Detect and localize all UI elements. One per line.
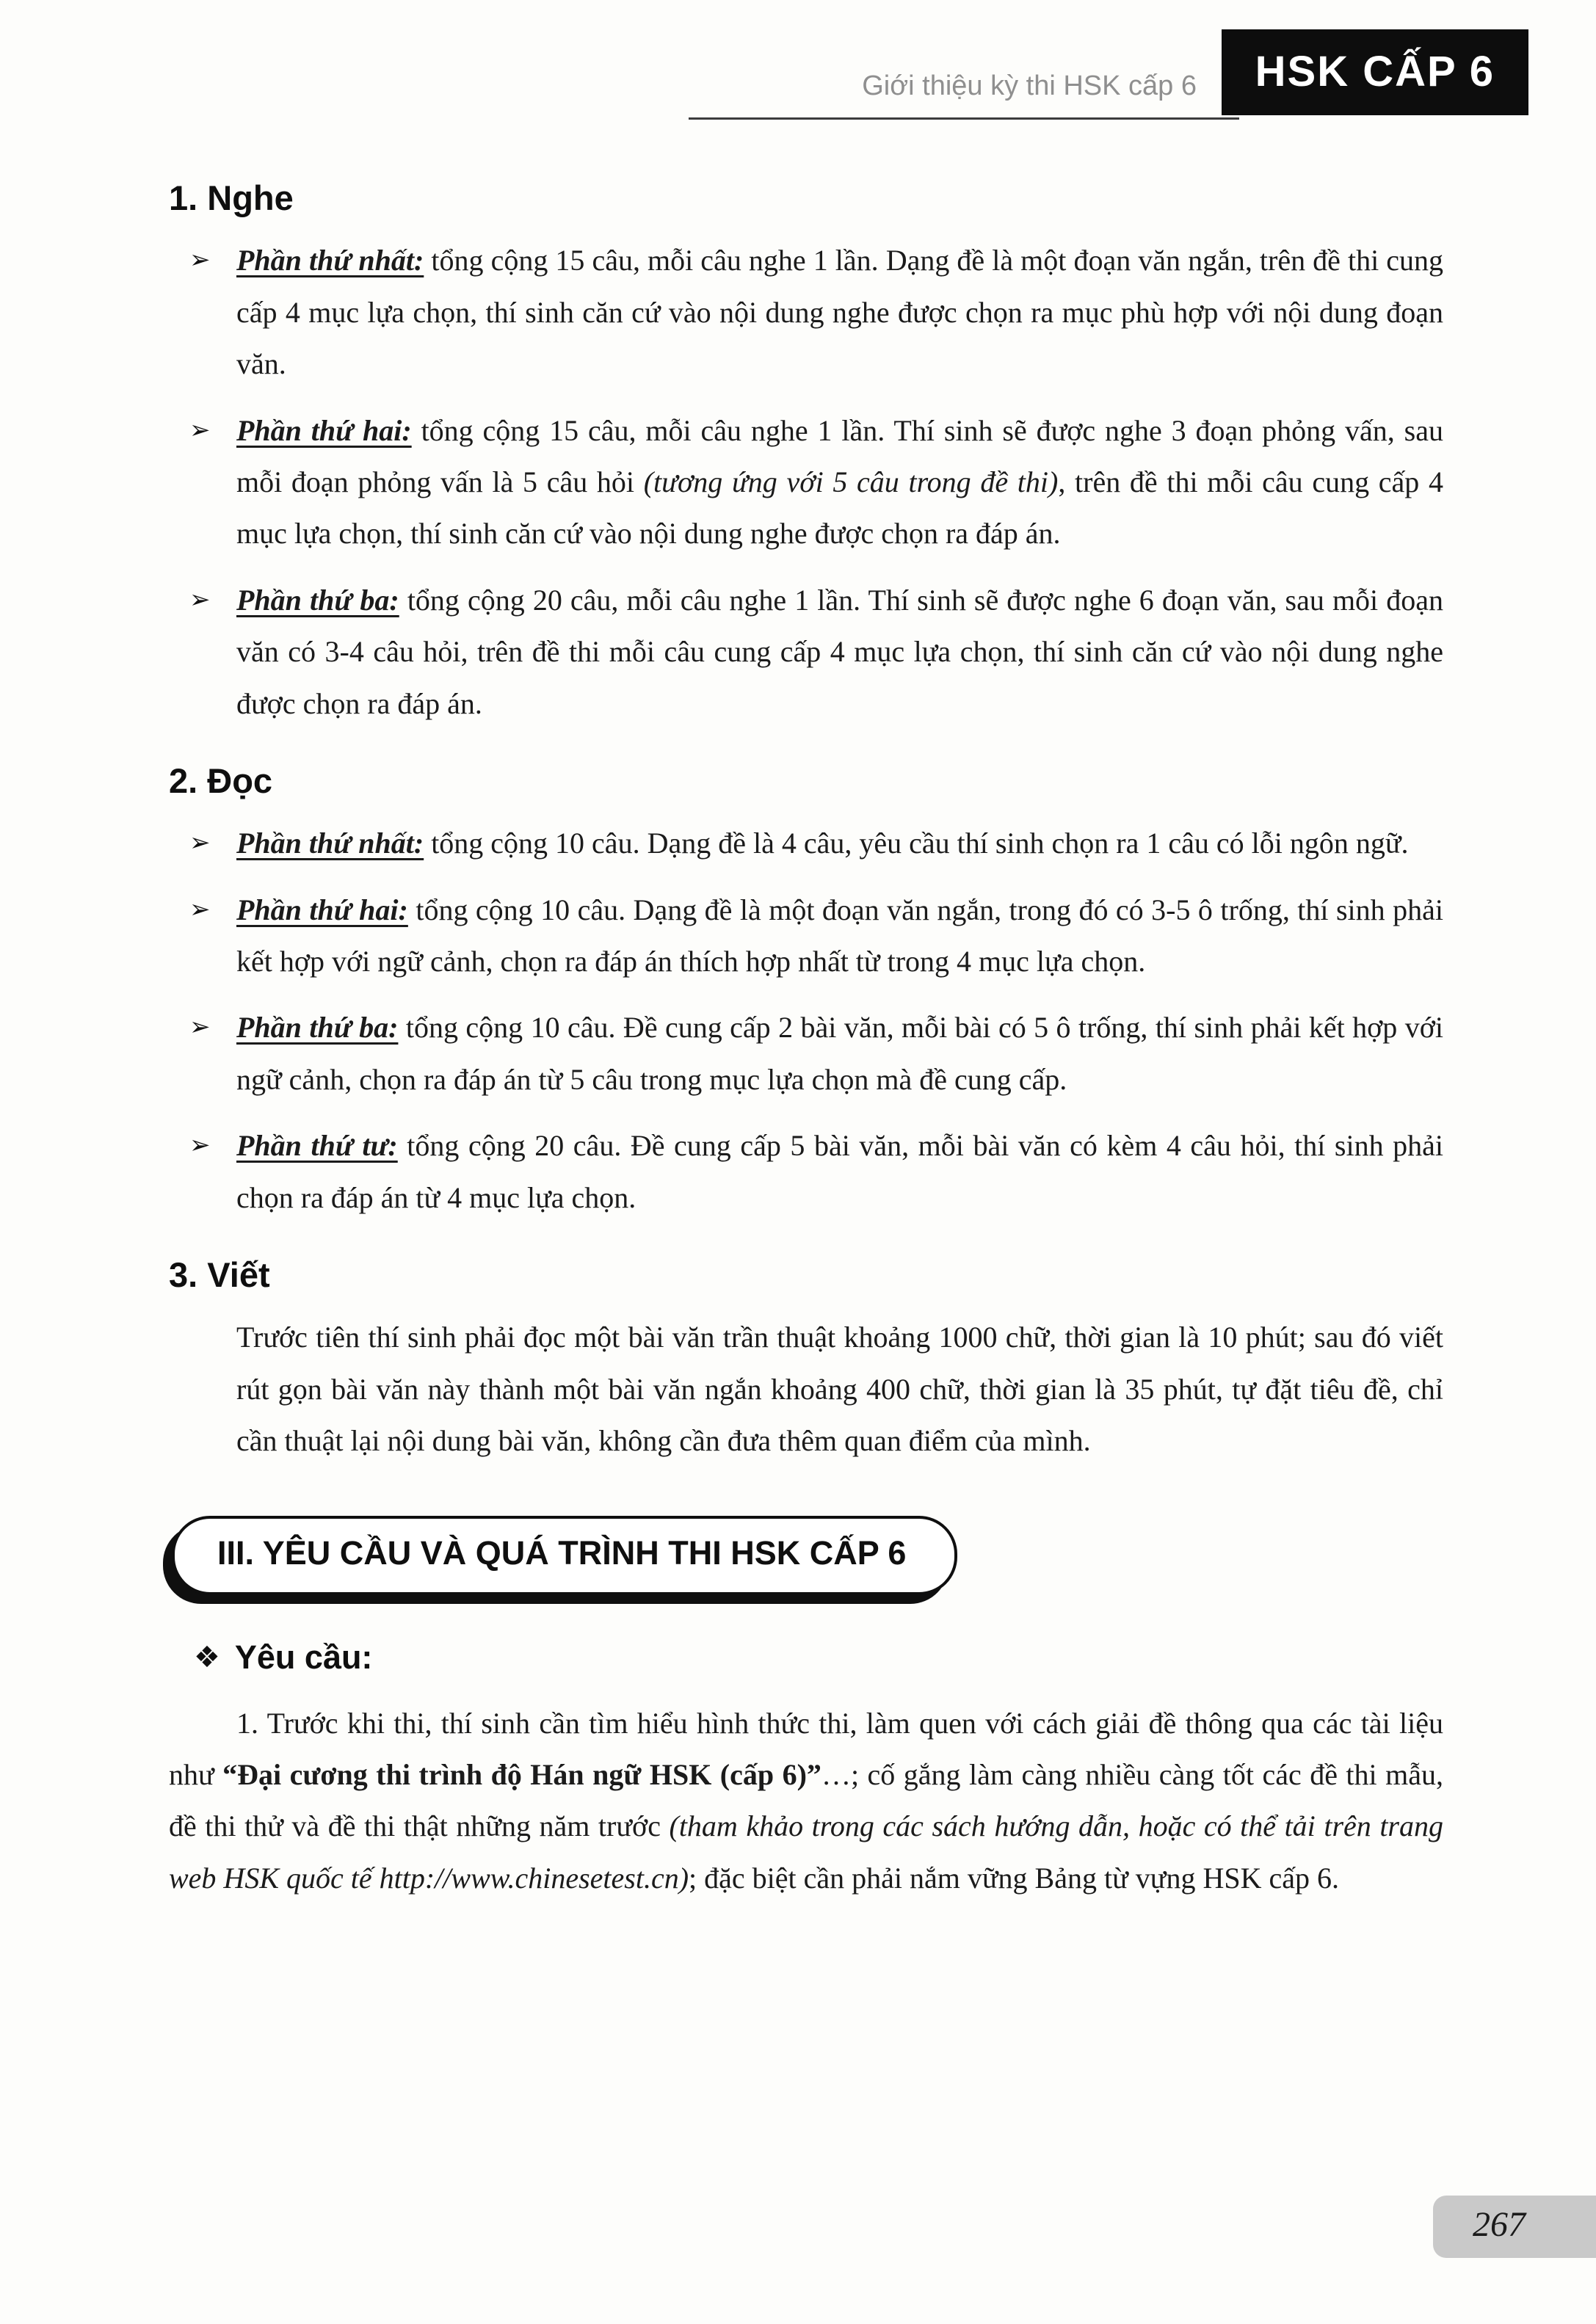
part-label: Phần thứ nhất: [236, 827, 424, 860]
part-label: Phần thứ tư: [236, 1129, 398, 1163]
part-text-post: , trên đề thi mỗi câu cung cấp 4 mục lựa chọn, thí sinh căn cứ vào nội dung nghe được chọn ra đáp án. [236, 465, 1443, 551]
page-header [0, 0, 1596, 157]
requirements-heading-label: Yêu cầu: [234, 1638, 373, 1676]
req-text-bold: “Đại cương thi trình độ Hán ngữ HSK (cấp 6)” [222, 1757, 821, 1791]
list-item [169, 1002, 1443, 1105]
diamond-bullet-icon: ❖ [194, 1640, 220, 1674]
part-label: Phần thứ hai: [236, 893, 408, 926]
listening-list [169, 235, 1443, 730]
part-text: tổng cộng 20 câu. Đề cung cấp 5 bài văn, mỗi bài văn có kèm 4 câu hỏi, thí sinh phải chọn ra đáp án từ 4 mục lựa chọn. [236, 1129, 1443, 1214]
arrow-bullet-icon: ➢ [189, 894, 211, 924]
part-text: tổng cộng 10 câu. Đề cung cấp 2 bài văn, mỗi bài có 5 ô trống, thí sinh phải kết hợp với ngữ cảnh, chọn ra đáp án từ 5 câu trong mục lựa chọn mà đề cung cấp. [236, 1011, 1443, 1096]
hsk-level-badge: HSK CẤP 6 [1222, 29, 1528, 115]
list-item [169, 885, 1443, 988]
part-label: Phần thứ nhất: [236, 244, 424, 277]
arrow-bullet-icon: ➢ [189, 245, 211, 275]
part-text: tổng cộng 10 câu. Dạng đề là 4 câu, yêu cầu thí sinh chọn ra 1 câu có lỗi ngôn ngữ. [431, 827, 1409, 860]
list-item [169, 818, 1443, 869]
part-text: tổng cộng 10 câu. Dạng đề là một đoạn văn ngắn, trong đó có 3-5 ô trống, thí sinh phải kết hợp với ngữ cảnh, chọn ra đáp án thích hợp nhất từ trong 4 mục lựa chọn. [236, 893, 1443, 978]
requirements-paragraph [169, 1698, 1443, 1905]
req-text: 1. Trước khi thi, thí sinh cần tìm hiểu hình thức thi, làm quen với cách giải đề thông qua các tài liệu như [169, 1706, 1443, 1791]
arrow-bullet-icon: ➢ [189, 584, 211, 614]
req-text: ; đặc biệt cần phải nắm vững Bảng từ vựng HSK cấp 6. [689, 1861, 1339, 1895]
list-item [169, 1120, 1443, 1224]
part-label: Phần thứ ba: [236, 1011, 399, 1045]
reading-list [169, 818, 1443, 1224]
req-text: …; cố gắng làm càng nhiều càng tốt các đề thi mẫu, đề thi thử và đề thi thật những năm trước [169, 1757, 1443, 1843]
section-heading-listening: 1. Nghe [169, 178, 294, 217]
part-text: tổng cộng 15 câu, mỗi câu nghe 1 lần. Dạng đề là một đoạn văn ngắn, trên đề thi cung cấp 4 mục lựa chọn, thí sinh căn cứ vào nội dung nghe được chọn ra mục phù hợp với nội dung đoạn văn. [236, 244, 1444, 381]
list-item [169, 235, 1443, 390]
part-text: tổng cộng 15 câu, mỗi câu nghe 1 lần. Thí sinh sẽ được nghe 3 đoạn phỏng vấn, sau mỗi đoạn phỏng vấn là 5 câu hỏi [236, 413, 1443, 498]
requirements-heading [194, 1638, 1443, 1677]
arrow-bullet-icon: ➢ [189, 415, 211, 445]
section-heading-reading: 2. Đọc [169, 760, 273, 800]
arrow-bullet-icon: ➢ [189, 828, 211, 858]
list-item [169, 405, 1443, 560]
part-label: Phần thứ hai: [236, 413, 412, 447]
running-title: Giới thiệu kỳ thi HSK cấp 6 [862, 70, 1197, 101]
req-text-italic: (tham khảo trong các sách hướng dẫn, hoặc có thể tải trên trang web HSK quốc tế http://www.chinesetest.cn) [169, 1809, 1443, 1895]
section-banner: III. YÊU CẦU VÀ QUÁ TRÌNH THI HSK CẤP 6 [172, 1516, 957, 1595]
page-body [0, 157, 1596, 1904]
writing-paragraph: Trước tiên thí sinh phải đọc một bài văn trần thuật khoảng 1000 chữ, thời gian là 10 phút; sau đó viết rút gọn bài văn này thành một bài văn ngắn khoảng 400 chữ, thời gian là 35 phút, tự đặt tiêu đề, chỉ cần thuật lại nội dung bài văn, không cần đưa thêm quan điểm của mình. [236, 1321, 1443, 1458]
header-rule [689, 117, 1239, 120]
page-number-badge [1433, 2196, 1596, 2258]
part-label: Phần thứ ba: [236, 583, 399, 617]
part-text-italic: (tương ứng với 5 câu trong đề thi) [643, 465, 1059, 498]
arrow-bullet-icon: ➢ [189, 1130, 211, 1161]
page-number: 267 [1473, 2205, 1526, 2244]
section-heading-writing: 3. Viết [169, 1255, 270, 1295]
arrow-bullet-icon: ➢ [189, 1012, 211, 1042]
list-item [169, 575, 1443, 730]
part-text: tổng cộng 20 câu, mỗi câu nghe 1 lần. Thí sinh sẽ được nghe 6 đoạn văn, sau mỗi đoạn văn có 3-4 câu hỏi, trên đề thi mỗi câu cung cấp 4 mục lựa chọn, thí sinh căn cứ vào nội dung nghe được chọn ra đáp án. [236, 583, 1443, 720]
